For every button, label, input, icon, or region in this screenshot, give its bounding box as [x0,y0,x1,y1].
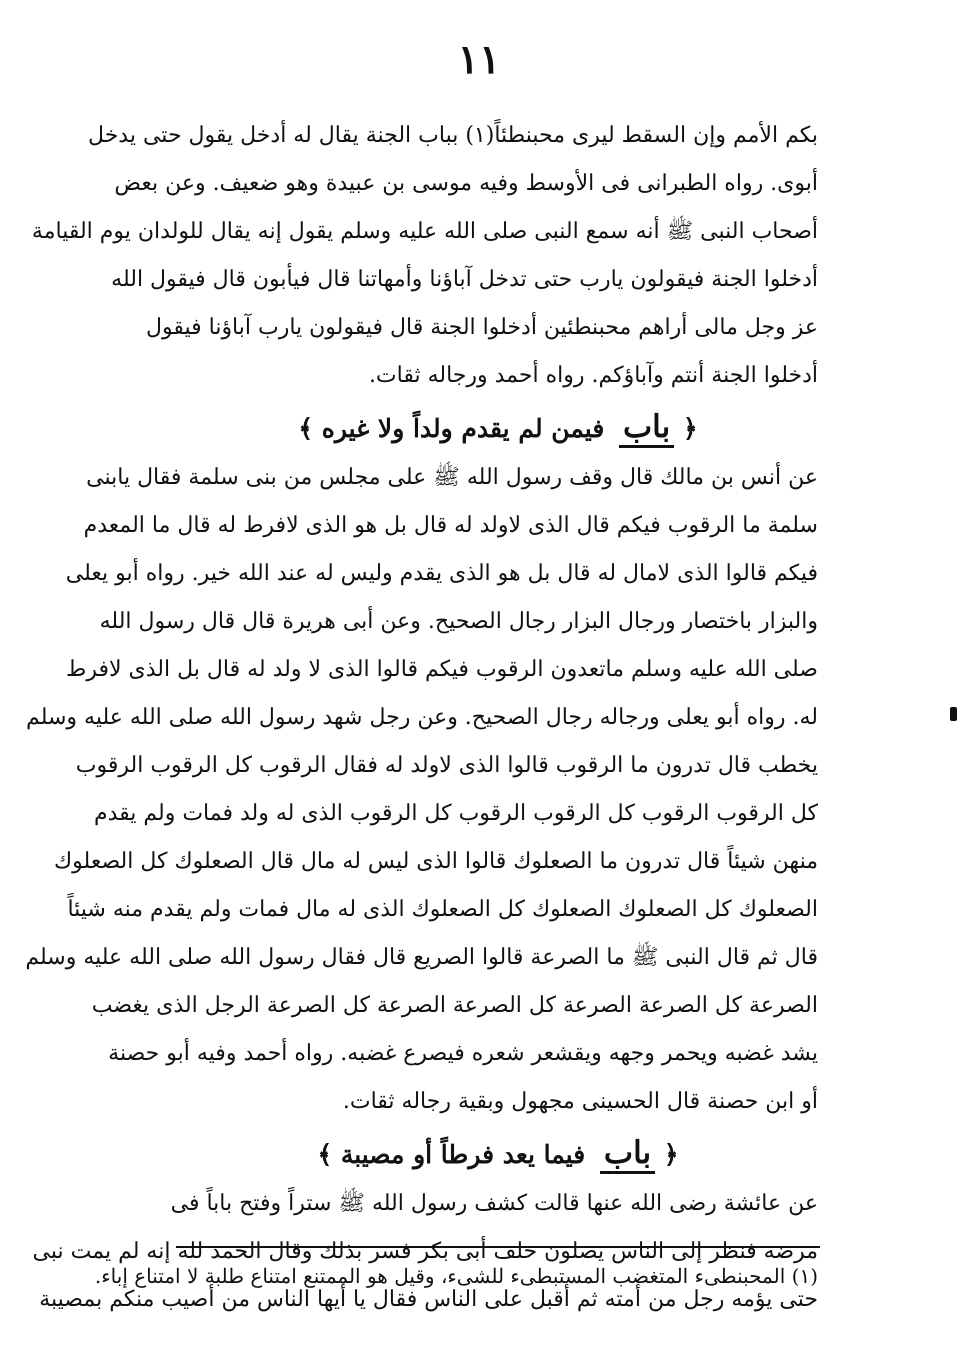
text-line: أو ابن حصنة قال الحسينى مجهول وبقية رجاله ثقات. [342,1089,818,1114]
paragraph-section-1 [25,454,818,1126]
text-line: مرضه فنظر إلى الناس يصلون خلف أبى بكر فسر بذلك وقال الحمد لله إنه لم يمت نبى [32,1239,818,1264]
text-line: سلمة ما الرقوب فيكم قال الذى لاولد له قال بل هو الذى لافرط له قال ما المعدم [83,513,818,538]
heading-bracket-close: ﴾ [317,1140,333,1169]
heading-bab-label: باب [619,409,674,448]
text-line: الصعلوك كل الصعلوك الصعلوك كل الصعلوك الذى له مال فمات ولم يقدم منه شيئاً [67,897,818,922]
scan-edge-mark [950,707,957,721]
heading-bracket-close: ﴾ [298,414,313,443]
text-line: عن عائشة رضى الله عنها قالت كشف رسول الله ﷺ ستراً وفتح باباً فى [170,1191,818,1216]
text-line: منهن شيئاً قال تدرون ما الصعلوك قالوا الذى ليس له مال قال الصعلوك كل الصعلوك [54,849,818,874]
section-heading [178,400,818,454]
text-line: كل الرقوب الرقوب كل الرقوب الرقوب كل الرقوب الذى له ولد فمات ولم يقدم [93,801,818,826]
text-line: أدخلوا الجنة أنتم وآباؤكم. رواه أحمد ورجاله ثقات. [368,363,818,388]
page-number: ١١ [457,36,501,83]
text-line: حتى يؤمه رجل من أمته ثم أقبل على الناس فقال يا أيها الناس من أصيب منكم بمصيبة [39,1287,818,1312]
section-heading [178,1126,818,1180]
text-line: يشد غضبه ويحمر وجهه ويقشعر شعره فيصرع غضبه. رواه أحمد وفيه أبو حصنة [108,1041,818,1066]
text-line: أصحاب النبى ﷺ أنه سمع النبى صلى الله عليه وسلم يقول إنه يقال للولدان يوم القيامة [31,219,818,244]
text-line: عز وجل مالى أراهم محبنطئين أدخلوا الجنة قال فيقولون يارب آباؤنا فيقول [145,315,818,340]
heading-bracket-open: ﴿ [663,1140,679,1169]
heading-bracket-open: ﴿ [682,414,698,443]
text-line: والبزار باختصار ورجال البزار رجال الصحيح. وعن أبى هريرة قال قال رسول الله [99,609,818,634]
text-line: له. رواه أبو يعلى ورجاله رجال الصحيح. وعن رجل شهد رسول الله صلى الله عليه وسلم [26,705,818,730]
footnote-divider [176,1246,820,1248]
paragraph-intro [31,112,818,400]
text-line: يخطب قال تدرون ما الرقوب قالوا الذى لاولد له فقال الرقوب كل الرقوب الرقوب [75,753,818,778]
heading-bab-label: باب [600,1135,655,1174]
text-line: أدخلوا الجنة فيقولون يارب حتى تدخل آباؤنا وأمهاتنا قال فيأبون قال فيقول الله [111,267,818,292]
text-line: صلى الله عليه وسلم ماتعدون الرقوب فيكم قالوا الذى لا ولد له قال بل الذى لافرط [66,657,818,682]
text-line: عن أنس بن مالك قال وقف رسول الله ﷺ على مجلس من بنى سلمة فقال يابنى [86,465,818,490]
heading-title: فيمن لم يقدم ولداً ولا غيره [321,414,605,443]
main-text [25,112,818,1324]
text-line: الصرعة كل الصرعة الصرعة كل الصرعة الصرعة كل الصرعة الرجل الذى يغضب [91,993,818,1018]
text-line: أبوى. رواه الطبرانى فى الأوسط وفيه موسى بن عبيدة وهو ضعيف. وعن بعض [114,171,818,196]
text-line: بكم الأمم وإن السقط ليرى محبنطئاً(١) بباب الجنة يقال له أدخل يقول حتى يدخل [88,123,818,148]
footnote: (١) المحبنطىء المتغضب المستبطىء للشىء، وقيل هو الممتنع امتناع طلبة لا امتناع إباء. [94,1264,818,1288]
heading-title: فيما يعد فرطاً أو مصيبة [340,1140,586,1169]
text-line: فيكم قالوا الذى لامال له قال بل هو الذى يقدم وليس له عند الله خير. رواه أبو يعلى [65,561,818,586]
text-line: قال ثم قال النبى ﷺ ما الصرعة قالوا الصريع قال فقال رسول الله صلى الله عليه وسلم [25,945,818,970]
